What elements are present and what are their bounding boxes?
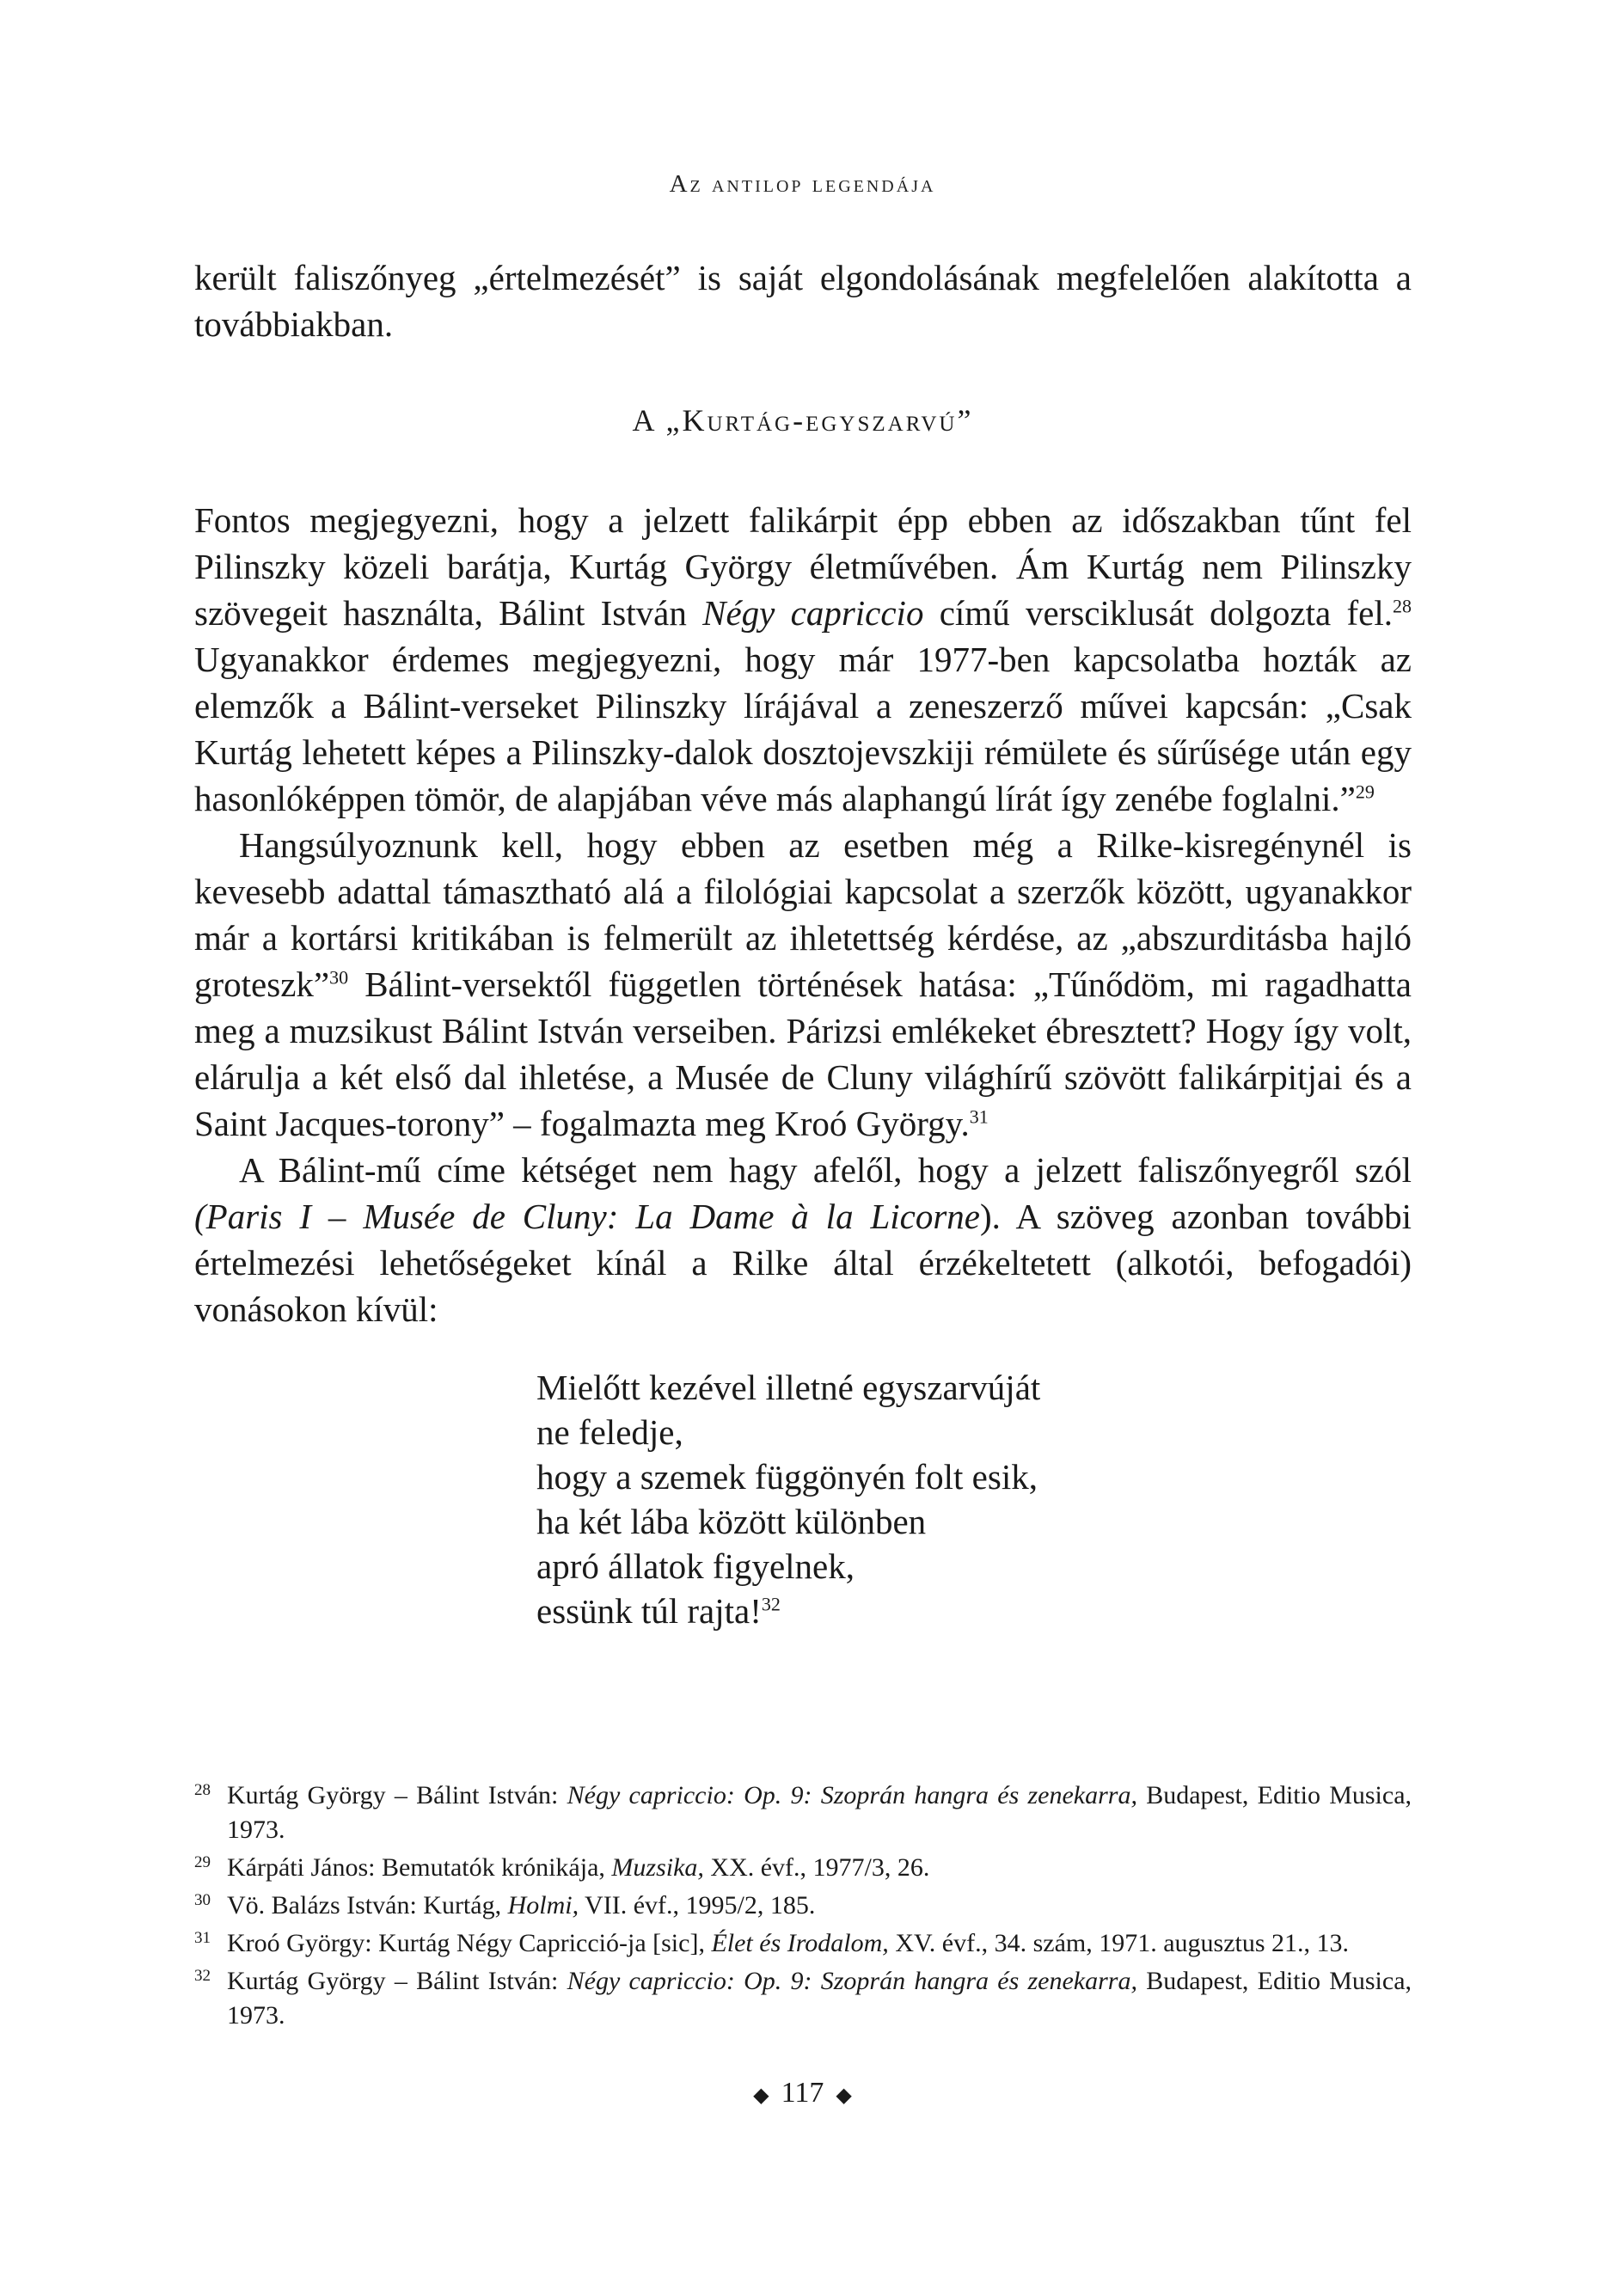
footnote-text: Kurtág György – Bálint István: — [227, 1781, 567, 1809]
footnote-text: Kárpáti János: Bemutatók krónikája, — [227, 1853, 612, 1882]
footnote-text: XV. évf., 34. szám, 1971. augusztus 21., 13. — [888, 1929, 1350, 1957]
footnote-text: XX. évf., 1977/3, 26. — [703, 1853, 930, 1882]
poem-quote — [536, 1365, 1040, 1633]
footnote-ref-28[interactable]: 28 — [1393, 595, 1412, 617]
footnotes — [194, 1779, 1412, 2036]
poem-line: ne feledje, — [536, 1412, 683, 1452]
paragraph-4 — [194, 1147, 1412, 1332]
work-title: Négy capriccio — [702, 593, 924, 633]
poem-line: apró állatok figyelnek, — [536, 1546, 855, 1586]
text: Fontos megjegyezni, hogy a jelzett falikárpit épp ebben az időszakban tűnt fel Pilinszky közeli barátja, Kurtág György életművében. Ám Kurtág nem Pilinszky szövegeit használta, Bálint István — [194, 500, 1412, 633]
main-text — [194, 254, 1412, 1332]
footnote-ref-30[interactable]: 30 — [329, 966, 349, 989]
footnote-number: 31 — [194, 1929, 211, 1947]
footnote-text: VII. évf., 1995/2, 185. — [579, 1891, 816, 1919]
poem-line: hogy a szemek függönyén folt esik, — [536, 1457, 1038, 1497]
page-number-footer — [0, 2077, 1605, 2109]
text: című versciklusát dolgozta fel. — [923, 593, 1394, 633]
footnote-ref-32[interactable]: 32 — [761, 1593, 781, 1615]
footnote-31 — [194, 1926, 1412, 1961]
poem-line: essünk túl rajta! — [536, 1591, 762, 1631]
footnote-number: 29 — [194, 1853, 211, 1871]
work-title: (Paris I – Musée de Cluny: La Dame à la Licorne — [194, 1197, 981, 1236]
footnote-number: 28 — [194, 1781, 211, 1799]
footnote-italic: Muzsika, — [611, 1853, 704, 1882]
footnote-text: Kroó György: Kurtág Négy Capricció-ja [sic], — [227, 1929, 712, 1957]
footnote-text: Vö. Balázs István: Kurtág, — [227, 1891, 508, 1919]
bullet-icon: ◆ — [836, 2084, 852, 2107]
paragraph-2 — [194, 497, 1412, 822]
bullet-icon: ◆ — [753, 2084, 769, 2107]
footnote-30 — [194, 1889, 1412, 1923]
paragraph-3 — [194, 822, 1412, 1147]
footnote-number: 30 — [194, 1891, 211, 1909]
footnote-ref-29[interactable]: 29 — [1355, 781, 1375, 803]
footnote-28 — [194, 1779, 1412, 1847]
poem-line-last — [536, 1589, 1040, 1633]
footnote-text: Budapest, Editio Musica, 1973. — [227, 1967, 1412, 2030]
footnote-text: Budapest, Editio Musica, 1973. — [227, 1781, 1412, 1844]
text: ). A szöveg azonban további értelmezési lehetőségeket kínál a Rilke által érzékeltetett (alkotói, befogadói) vonásokon kívül: — [194, 1197, 1412, 1329]
footnote-italic: Élet és Irodalom, — [711, 1929, 889, 1957]
text: Ugyanakkor érdemes megjegyezni, hogy már 1977-ben kapcsolatba hozták az elemzők a Bálint-verseket Pilinszky lírájával a zeneszerző művei kapcsán: „Csak Kurtág lehetett képes a Pilinszky-dalok dosztojevszkiji rémülete és sűrűsége után egy hasonlóképpen tömör, de alapjában véve más alaphangú lírát így zenébe foglalni.” — [194, 640, 1412, 818]
text: A Bálint-mű címe kétséget nem hagy afelől, hogy a jelzett faliszőnyegről szól — [239, 1150, 1412, 1190]
footnote-29 — [194, 1851, 1412, 1885]
footnote-italic: Holmi, — [507, 1891, 579, 1919]
footnote-number: 32 — [194, 1967, 211, 1985]
footnote-32 — [194, 1964, 1412, 2033]
footnote-text: Kurtág György – Bálint István: — [227, 1967, 567, 1995]
footnote-italic: Négy capriccio: Op. 9: Szoprán hangra és zenekarra, — [567, 1781, 1137, 1809]
poem-line: ha két lába között különben — [536, 1502, 927, 1541]
text: Bálint-versektől független történések hatása: „Tűnődöm, mi ragadhatta meg a muzsikust Bálint István verseiben. Párizsi emlékeket ébresztett? Hogy így volt, elárulja a két első dal ihletése, a Musée de Cluny világhírű szövött falikárpitjai és a Saint Jacques-torony” – fogalmazta meg Kroó György. — [194, 964, 1412, 1143]
paragraph-1: került faliszőnyeg „értelmezését” is saját elgondolásának megfelelően alakította a továbbiakban. — [194, 258, 1412, 344]
footnote-ref-31[interactable]: 31 — [969, 1105, 989, 1128]
footnote-italic: Négy capriccio: Op. 9: Szoprán hangra és zenekarra, — [567, 1967, 1137, 1995]
section-title: A „Kurtág-egyszarvú” — [632, 403, 974, 438]
text: Hangsúlyoznunk kell, hogy ebben az esetben még a Rilke-kisregénynél is kevesebb adattal támasztható alá a filológiai kapcsolat a szerzők között, ugyanakkor már a kortársi kritikában is felmerült az ihletettség kérdése, az „abszurditásba hajló groteszk” — [194, 825, 1412, 1004]
page-number: 117 — [781, 2077, 824, 2109]
poem-line: Mielőtt kezével illetné egyszarvúját — [536, 1368, 1041, 1407]
running-head: Az antilop legendája — [669, 170, 936, 198]
